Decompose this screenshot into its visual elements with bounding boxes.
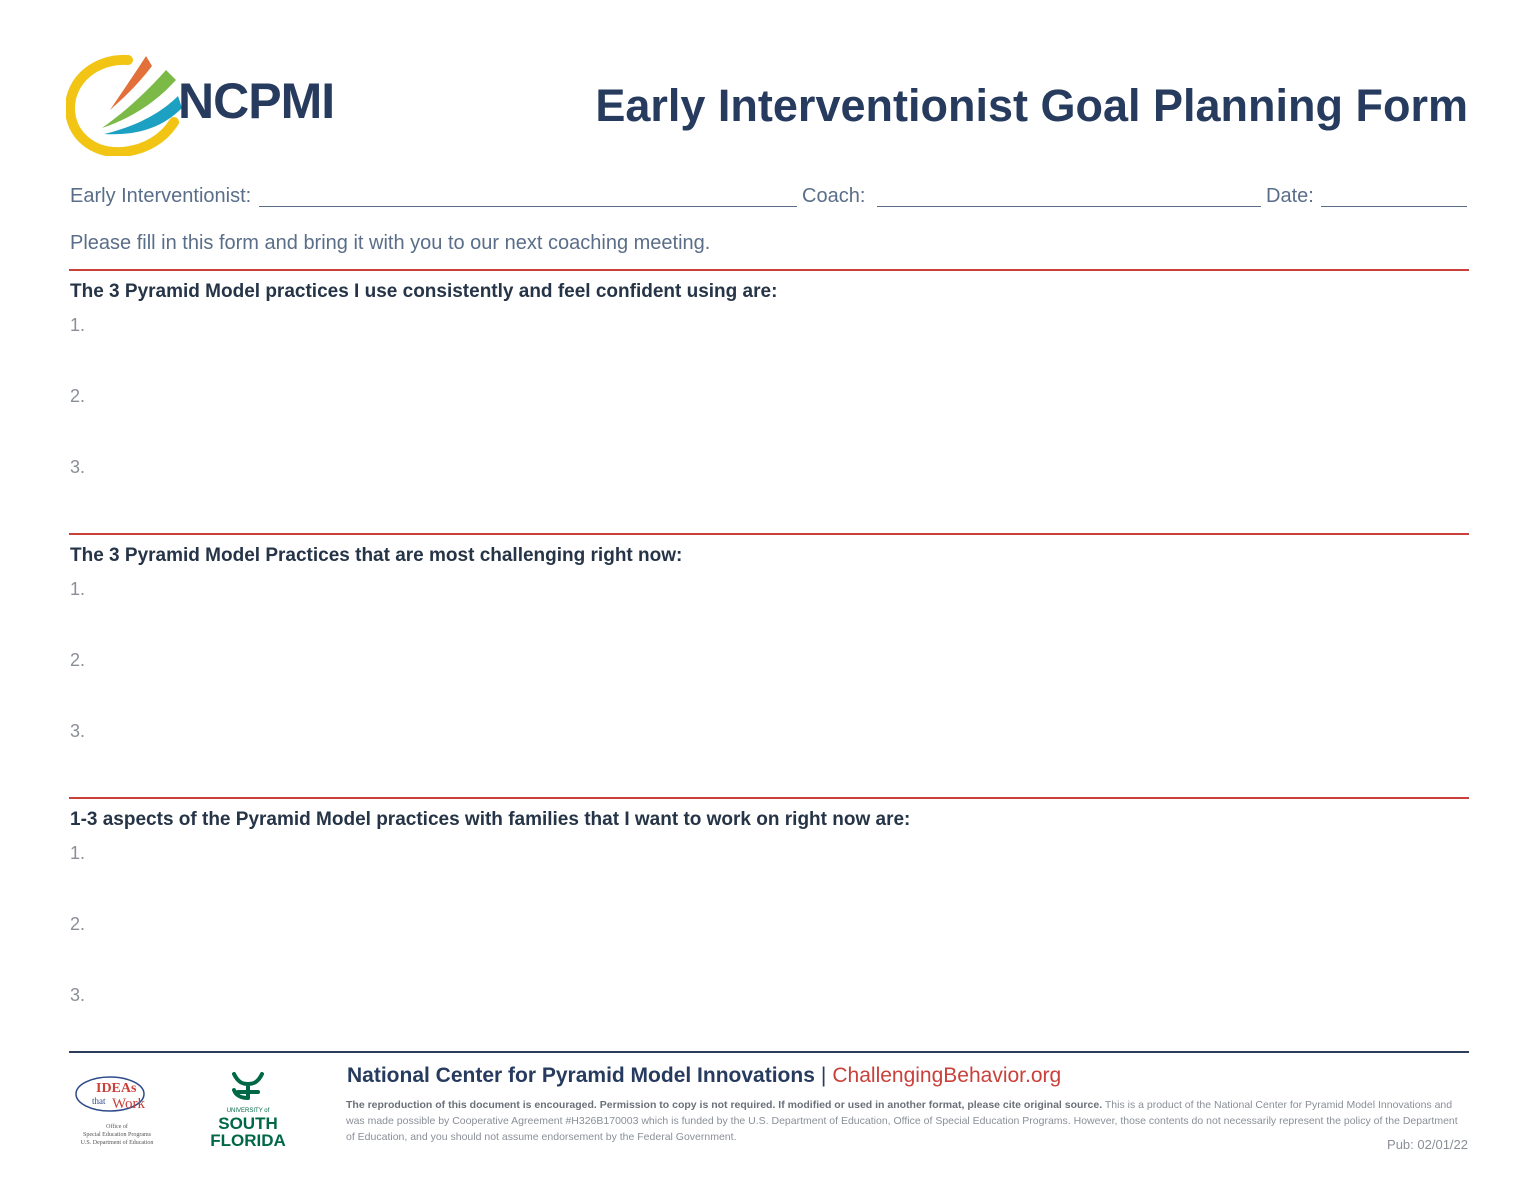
disclaimer-bold: The reproduction of this document is encouraged. Permission to copy is not required. If modified or used in another format, please cite original source. [346,1099,1103,1111]
list-item-number: 1. [70,579,86,599]
disclaimer [346,1097,1466,1145]
ideas-that-work-logo [70,1068,165,1152]
list-item-number: 3. [70,985,86,1005]
svg-text:SOUTH: SOUTH [218,1114,278,1133]
list-item-number: 3. [70,457,86,477]
pub-date: Pub: 02/01/22 [1387,1137,1468,1152]
instructions: Please fill in this form and bring it with you to our next coaching meeting. [70,232,711,254]
section-heading-challenging: The 3 Pyramid Model Practices that are most challenging right now: [70,545,683,566]
section-heading-confident: The 3 Pyramid Model practices I use consistently and feel confident using are: [70,281,778,302]
disclaimer-text: This is a product of the National Center for Pyramid Model Innovations and was made possible by Cooperative Agreement #H326B170003 which is funded by the U.S. Department of Education, Office of Special Education Programs. However, those contents do not necessarily represent the policy of the Department of Education, and you should not assume endorsement by the Federal Government. [346,1099,1458,1143]
logo-wordmark: NCPMI [178,73,335,129]
svg-text:that: that [92,1096,106,1106]
section-divider [69,269,1469,271]
interventionist-field[interactable] [259,206,797,207]
list-item-number: 1. [70,843,86,863]
date-field[interactable] [1321,206,1467,207]
page-title: Early Interventionist Goal Planning Form [595,80,1468,131]
list-item-number: 2. [70,386,86,406]
footer-org-line [347,1064,1061,1088]
coach-label: Coach: [802,185,866,207]
footer-divider [69,1051,1469,1053]
footer-separator: | [820,1064,827,1087]
org-name: National Center for Pyramid Model Innovations [347,1064,815,1087]
svg-text:U.S. Department of Education: U.S. Department of Education [80,1140,154,1146]
coach-field[interactable] [877,206,1261,207]
list-item-number: 1. [70,315,86,335]
list-item-number: 2. [70,914,86,934]
svg-text:Special Education Programs: Special Education Programs [83,1132,151,1138]
interventionist-label: Early Interventionist: [70,185,252,207]
svg-text:Office of: Office of [106,1124,128,1130]
website-link[interactable]: ChallengingBehavior.org [832,1064,1062,1087]
svg-text:UNIVERSITY of: UNIVERSITY of [226,1108,270,1114]
svg-text:FLORIDA: FLORIDA [210,1131,286,1150]
list-item-number: 3. [70,721,86,741]
svg-text:Work: Work [112,1096,145,1112]
list-item-number: 2. [70,650,86,670]
date-label: Date: [1266,185,1314,207]
section-heading-families: 1-3 aspects of the Pyramid Model practices with families that I want to work on right now are: [70,809,911,830]
section-divider [69,797,1469,799]
section-divider [69,533,1469,535]
ideas-text: IDEAs [96,1081,137,1096]
usf-logo [208,1070,288,1150]
